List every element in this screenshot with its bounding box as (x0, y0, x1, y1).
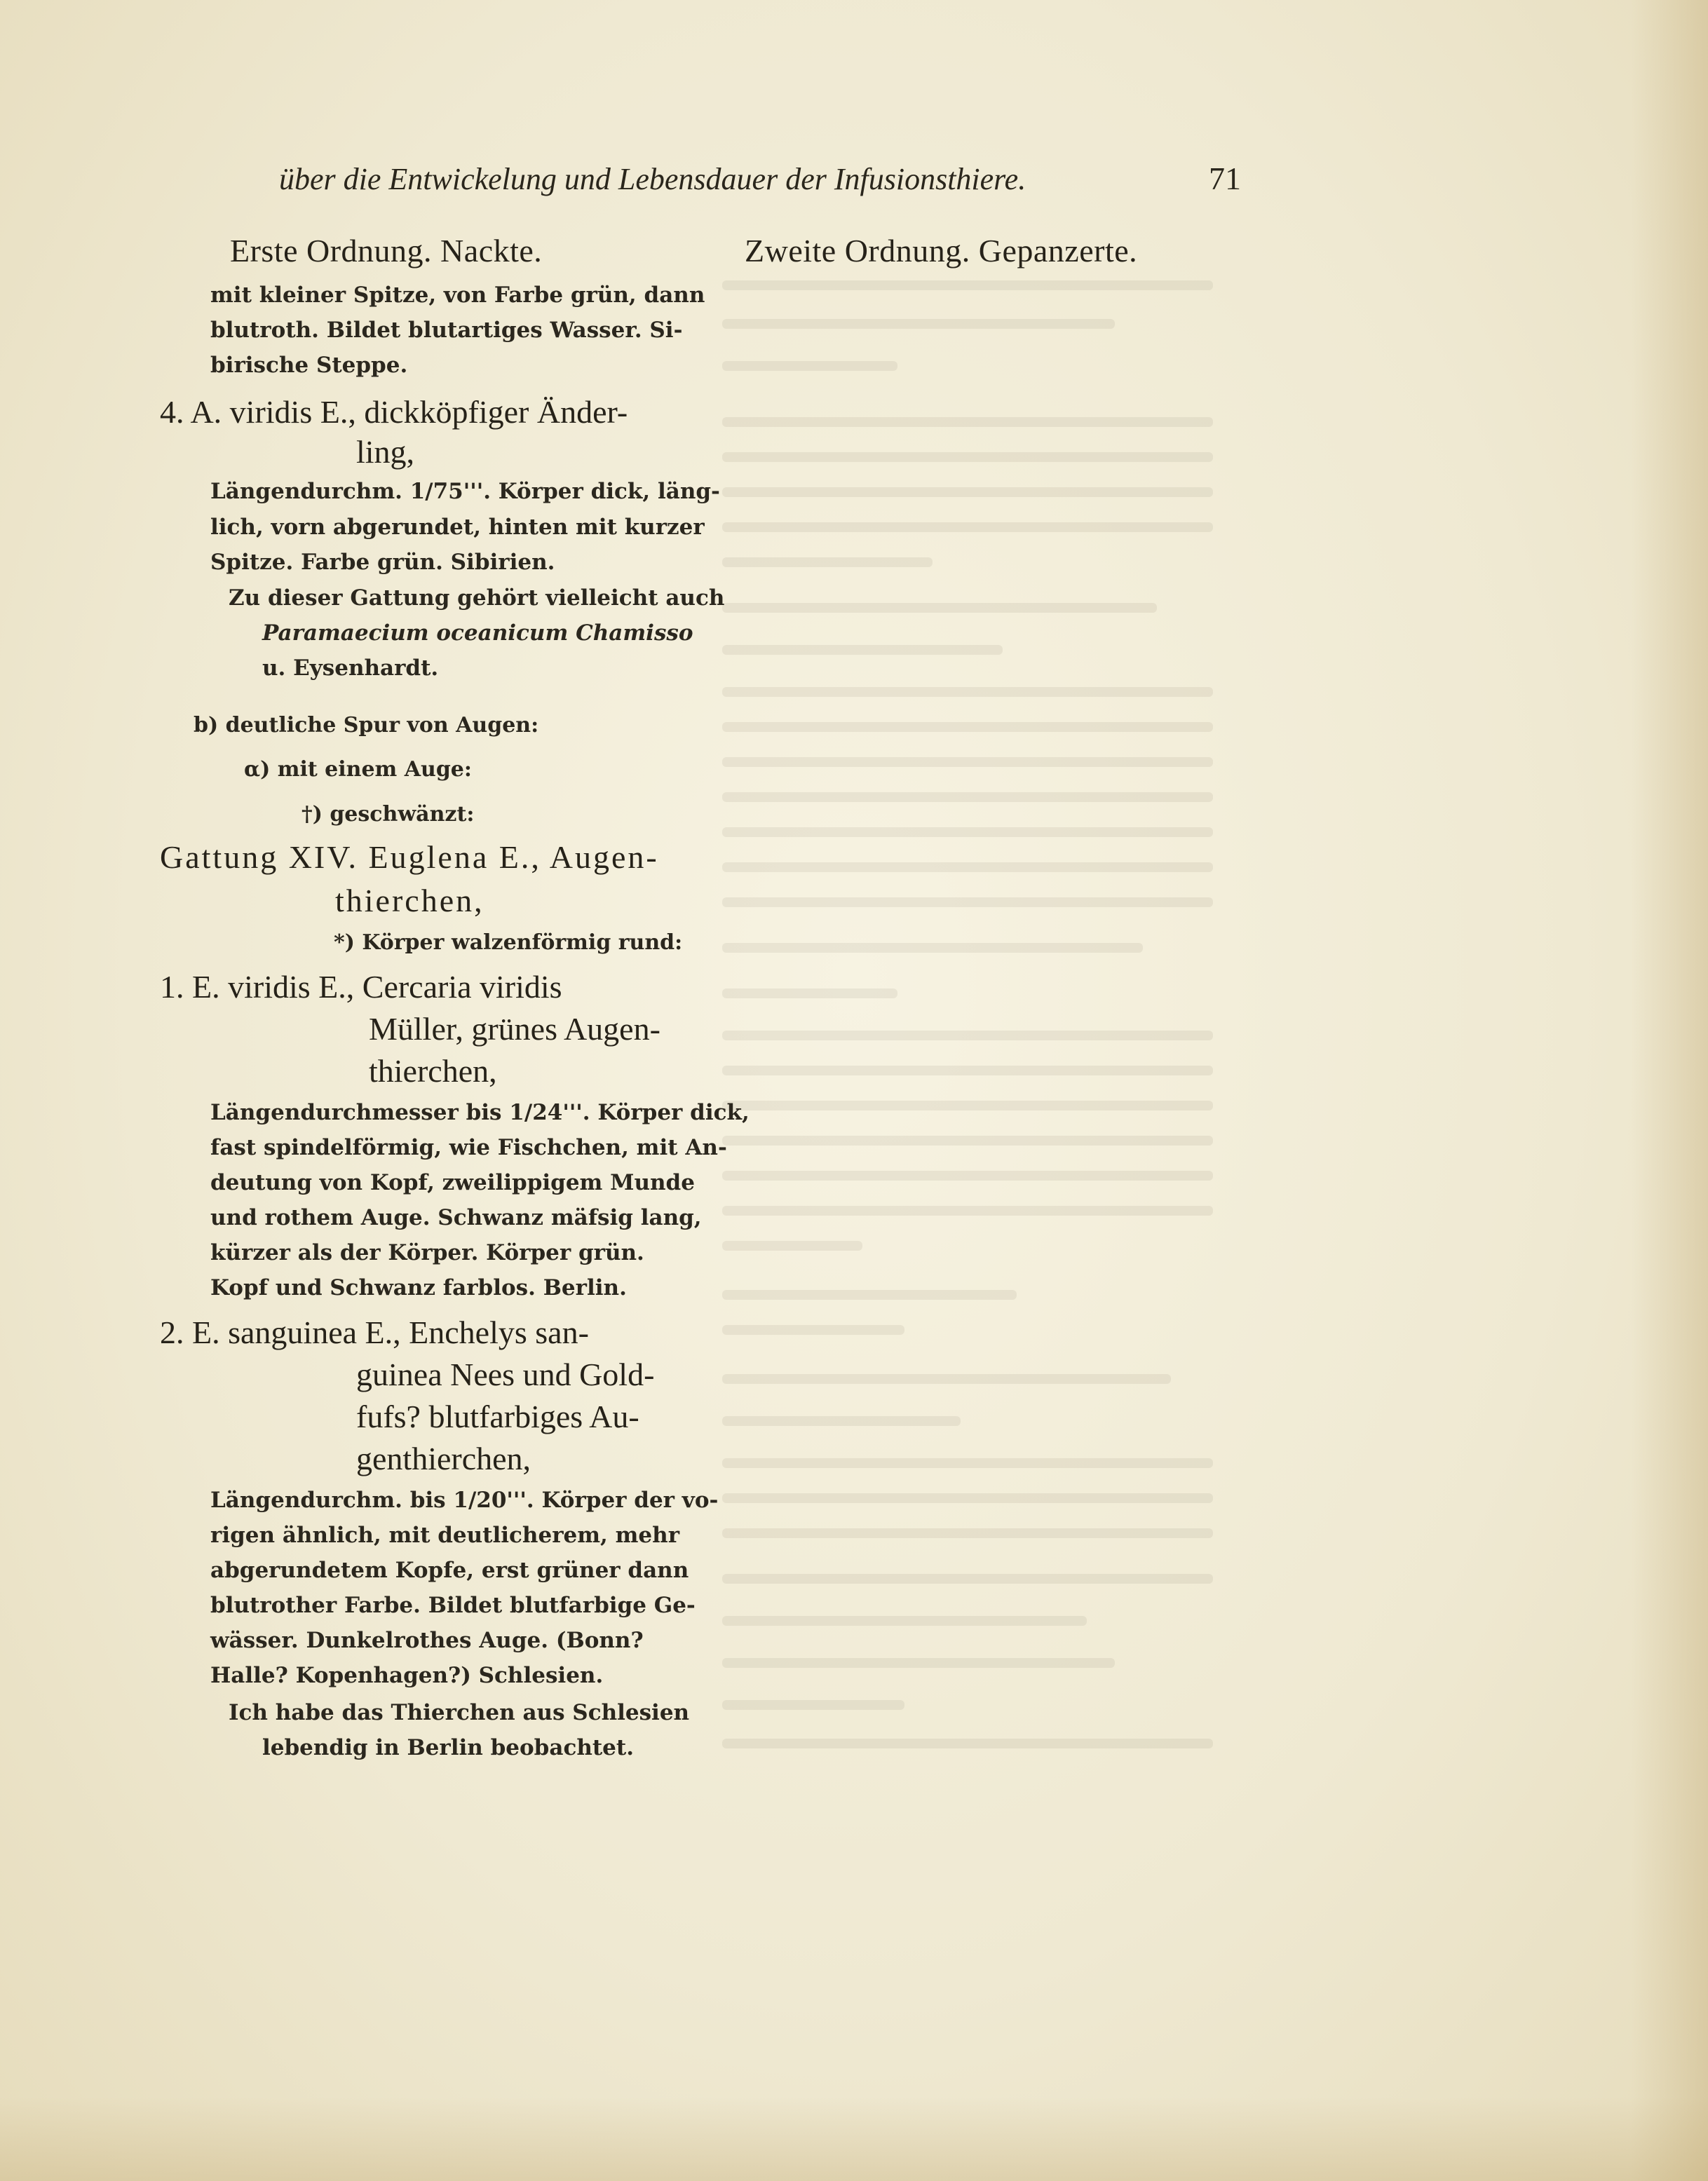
text-line: Kopf und Schwanz farblos. Berlin. (210, 1275, 627, 1300)
text-line: Zu dieser Gattung gehört vielleicht auch (229, 585, 725, 611)
text-line: mit kleiner Spitze, von Farbe grün, dann (210, 283, 705, 308)
text-line: Spitze. Farbe grün. Sibirien. (210, 550, 555, 575)
genus-heading: Gattung XIV. Euglena E., Augen- (160, 839, 659, 875)
running-title: über die Entwickelung und Lebensdauer der Infusionsthiere. (279, 162, 1026, 196)
text-line: blutrother Farbe. Bildet blutfarbige Ge- (210, 1593, 696, 1618)
page-number: 71 (1209, 161, 1241, 196)
text-line: Ich habe das Thierchen aus Schlesien (229, 1700, 690, 1725)
key-line: *) Körper walzenförmig rund: (334, 930, 683, 955)
text-line: u. Eysenhardt. (262, 655, 439, 681)
page-edge-shadow (1631, 0, 1708, 2181)
text-line: deutung von Kopf, zweilippigem Munde (210, 1170, 695, 1195)
species-entry-heading: guinea Nees und Gold- (356, 1357, 655, 1392)
text-line: und rothem Auge. Schwanz mäfsig lang, (210, 1205, 702, 1230)
species-entry-heading: ling, (356, 434, 415, 470)
text-line: blutroth. Bildet blutartiges Wasser. Si- (210, 318, 683, 343)
species-entry-heading: thierchen, (369, 1053, 497, 1089)
text-line: lich, vorn abgerundet, hinten mit kurzer (210, 515, 705, 540)
text-line: Längendurchm. bis 1/20'''. Körper der vo- (210, 1488, 719, 1513)
text-line: birische Steppe. (210, 353, 408, 378)
key-line: α) mit einem Auge: (244, 757, 472, 782)
text-line: lebendig in Berlin beobachtet. (262, 1735, 635, 1760)
page-bottom-shadow (0, 2097, 1708, 2181)
text-line: kürzer als der Körper. Körper grün. (210, 1240, 644, 1265)
right-column-heading: Zweite Ordnung. Gepanzerte. (745, 233, 1138, 269)
text-line: Halle? Kopenhagen?) Schlesien. (210, 1663, 604, 1688)
key-line: b) deutliche Spur von Augen: (194, 713, 539, 738)
species-entry-heading: 1. E. viridis E., Cercaria viridis (160, 969, 562, 1005)
species-entry-heading: Müller, grünes Augen- (369, 1011, 660, 1047)
genus-heading: thierchen, (335, 883, 484, 918)
text-line: rigen ähnlich, mit deutlicherem, mehr (210, 1523, 680, 1548)
species-entry-heading: genthierchen, (356, 1441, 531, 1476)
bleed-through-text (722, 266, 1255, 1753)
text-line: Paramaecium oceanicum Chamisso (262, 620, 693, 646)
key-line: †) geschwänzt: (301, 802, 475, 827)
text-line: Längendurchm. 1/75'''. Körper dick, läng- (210, 479, 720, 504)
species-entry-heading: 2. E. sanguinea E., Enchelys san- (160, 1314, 589, 1350)
text-line: wässer. Dunkelrothes Auge. (Bonn? (210, 1628, 644, 1653)
species-entry-heading: fufs? blutfarbiges Au- (356, 1399, 639, 1434)
text-line: abgerundetem Kopfe, erst grüner dann (210, 1558, 689, 1583)
left-column-heading: Erste Ordnung. Nackte. (230, 233, 543, 269)
text-line: Längendurchmesser bis 1/24'''. Körper dick, (210, 1100, 750, 1125)
species-entry-heading: 4. A. viridis E., dickköpfiger Änder- (160, 394, 628, 430)
text-line: fast spindelförmig, wie Fischchen, mit An- (210, 1135, 727, 1160)
